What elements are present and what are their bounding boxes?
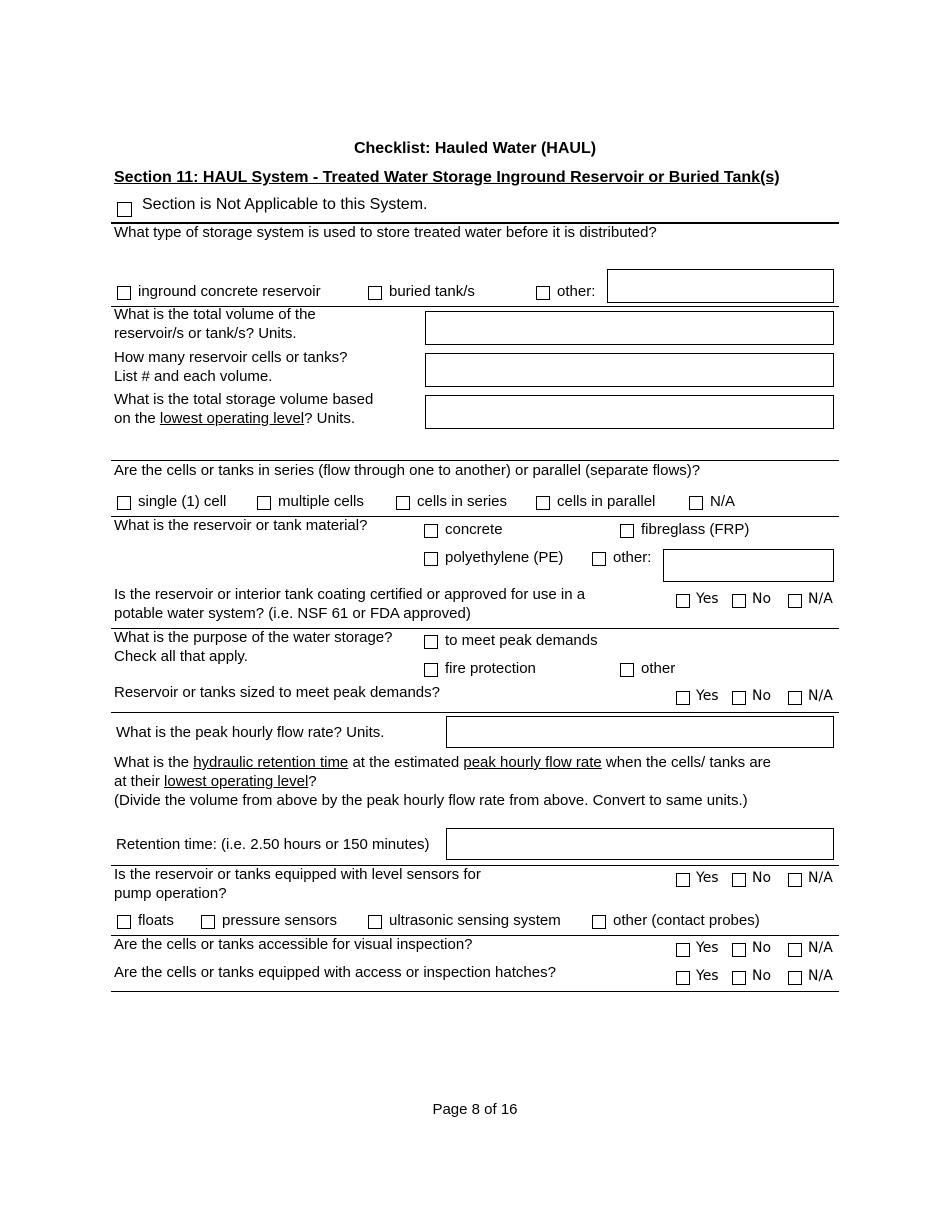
visual-no-label: No [752,940,772,956]
fibreglass-checkbox[interactable] [620,524,634,538]
storage-type-question: What type of storage system is used to store treated water before it is distributed? [114,224,657,241]
floats-checkbox[interactable] [117,915,131,929]
storage-volume-question-line2: on the lowest operating level? Units. [114,410,355,427]
buried-tank-label: buried tank/s [389,283,475,300]
coating-question-line1: Is the reservoir or interior tank coating certified or approved for use in a [114,586,586,603]
coating-na-label: N/A [808,591,833,607]
sized-yes-checkbox[interactable] [676,691,690,705]
material-other-checkbox[interactable] [592,552,606,566]
polyethylene-label: polyethylene (PE) [445,549,564,566]
sensors-na-checkbox[interactable] [788,873,802,887]
peak-flow-question: What is the peak hourly flow rate? Units. [116,724,385,741]
total-volume-question-line2: reservoir/s or tank/s? Units. [114,325,297,342]
floats-label: floats [138,912,174,929]
purpose-question-line1: What is the purpose of the water storage? [114,629,393,646]
visual-yes-checkbox[interactable] [676,943,690,957]
hrt-instructions: (Divide the volume from above by the peak hourly flow rate from above. Convert to same units.) [114,792,748,809]
cells-in-parallel-checkbox[interactable] [536,496,550,510]
not-applicable-label: Section is Not Applicable to this System. [142,196,428,213]
sensors-yes-label: Yes [696,870,719,886]
visual-na-label: N/A [808,940,833,956]
visual-inspection-question: Are the cells or tanks accessible for visual inspection? [114,936,473,953]
single-cell-label: single (1) cell [138,493,227,510]
cells-in-parallel-label: cells in parallel [557,493,656,510]
material-other-field[interactable] [663,549,834,582]
hatches-no-checkbox[interactable] [732,971,746,985]
cells-in-series-checkbox[interactable] [396,496,410,510]
cells-count-question-line2: List # and each volume. [114,368,273,385]
fire-protection-checkbox[interactable] [424,663,438,677]
retention-time-field[interactable] [446,828,834,860]
purpose-other-label: other [641,660,676,677]
buried-tank-checkbox[interactable] [368,286,382,300]
sensors-question-line2: pump operation? [114,885,227,902]
cells-count-question-line1: How many reservoir cells or tanks? [114,349,348,366]
hrt-question-line2: at their lowest operating level? [114,773,317,790]
sized-na-label: N/A [808,688,833,704]
section-title: Section 11: HAUL System - Treated Water Storage Inground Reservoir or Buried Tank(s) [114,169,780,186]
not-applicable-checkbox[interactable] [117,202,132,217]
divider [111,712,839,713]
sensors-yes-checkbox[interactable] [676,873,690,887]
visual-no-checkbox[interactable] [732,943,746,957]
hatches-yes-checkbox[interactable] [676,971,690,985]
material-question: What is the reservoir or tank material? [114,517,368,534]
sensors-other-label: other (contact probes) [613,912,760,929]
sensors-question-line1: Is the reservoir or tanks equipped with level sensors for [114,866,481,883]
series-na-label: N/A [710,493,736,510]
hatches-na-checkbox[interactable] [788,971,802,985]
concrete-checkbox[interactable] [424,524,438,538]
divider [111,460,839,461]
ultrasonic-checkbox[interactable] [368,915,382,929]
material-other-label: other: [613,549,652,566]
fibreglass-label: fibreglass (FRP) [641,521,750,538]
cells-in-series-label: cells in series [417,493,508,510]
concrete-label: concrete [445,521,503,538]
sized-no-label: No [752,688,772,704]
coating-question-line2: potable water system? (i.e. NSF 61 or FDA approved) [114,605,471,622]
peak-flow-field[interactable] [446,716,834,748]
visual-na-checkbox[interactable] [788,943,802,957]
storage-other-field[interactable] [607,269,834,303]
sensors-na-label: N/A [808,870,833,886]
purpose-other-checkbox[interactable] [620,663,634,677]
coating-na-checkbox[interactable] [788,594,802,608]
inground-reservoir-label: inground concrete reservoir [138,283,321,300]
visual-yes-label: Yes [696,940,719,956]
series-na-checkbox[interactable] [689,496,703,510]
multiple-cells-label: multiple cells [278,493,364,510]
storage-volume-field[interactable] [425,395,834,429]
cells-count-field[interactable] [425,353,834,387]
hatches-no-label: No [752,968,772,984]
sensors-no-label: No [752,870,772,886]
page-number: Page 8 of 16 [432,1101,518,1118]
coating-yes-label: Yes [696,591,719,607]
peak-demands-checkbox[interactable] [424,635,438,649]
storage-other-label: other: [557,283,596,300]
hrt-question-line1: What is the hydraulic retention time at the estimated peak hourly flow rate when the cells/ tanks are [114,754,772,771]
sized-yes-label: Yes [696,688,719,704]
series-question: Are the cells or tanks in series (flow through one to another) or parallel (separate flows)? [114,462,701,479]
fire-protection-label: fire protection [445,660,536,677]
coating-no-checkbox[interactable] [732,594,746,608]
sized-na-checkbox[interactable] [788,691,802,705]
coating-no-label: No [752,591,772,607]
hatches-yes-label: Yes [696,968,719,984]
coating-yes-checkbox[interactable] [676,594,690,608]
peak-demands-label: to meet peak demands [445,632,598,649]
pressure-sensors-label: pressure sensors [222,912,338,929]
hatches-na-label: N/A [808,968,833,984]
hatches-question: Are the cells or tanks equipped with access or inspection hatches? [114,964,556,981]
storage-volume-question-line1: What is the total storage volume based [114,391,374,408]
sized-peak-question: Reservoir or tanks sized to meet peak demands? [114,684,440,701]
sensors-no-checkbox[interactable] [732,873,746,887]
inground-reservoir-checkbox[interactable] [117,286,131,300]
page-title: Checklist: Hauled Water (HAUL) [353,140,597,157]
total-volume-field[interactable] [425,311,834,345]
storage-other-checkbox[interactable] [536,286,550,300]
polyethylene-checkbox[interactable] [424,552,438,566]
divider [111,991,839,992]
sensors-other-checkbox[interactable] [592,915,606,929]
retention-time-label: Retention time: (i.e. 2.50 hours or 150 minutes) [116,836,430,853]
total-volume-question-line1: What is the total volume of the [114,306,316,323]
sized-no-checkbox[interactable] [732,691,746,705]
multiple-cells-checkbox[interactable] [257,496,271,510]
pressure-sensors-checkbox[interactable] [201,915,215,929]
purpose-question-line2: Check all that apply. [114,648,248,665]
single-cell-checkbox[interactable] [117,496,131,510]
ultrasonic-label: ultrasonic sensing system [389,912,561,929]
